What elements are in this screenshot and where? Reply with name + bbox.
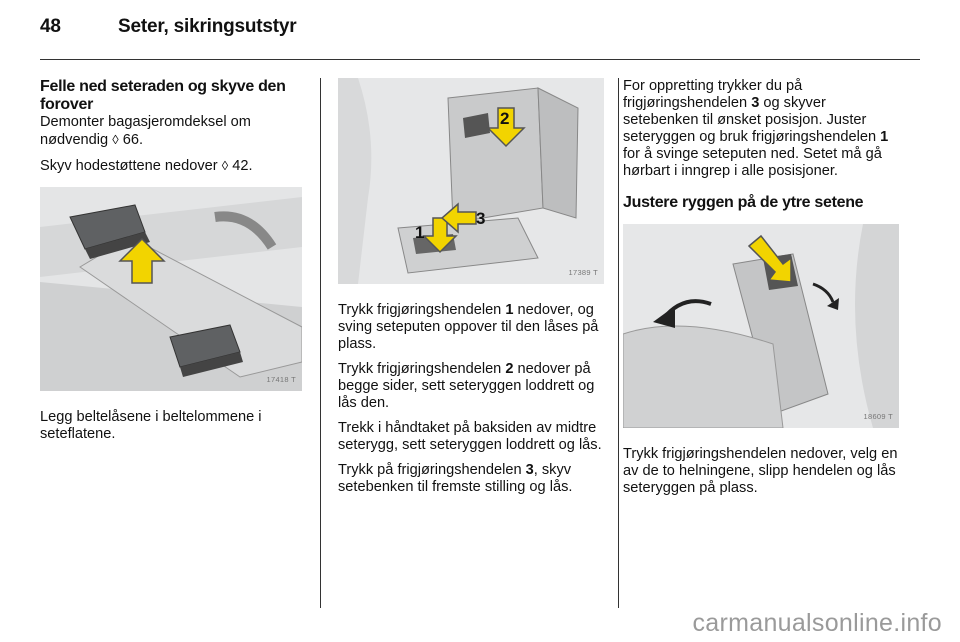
page-ref-icon: ◊	[221, 158, 229, 173]
section-heading-fold-seats: Felle ned seteraden og skyve den forover	[40, 78, 286, 113]
figure-headrests	[40, 187, 302, 391]
watermark: carmanualsonline.info	[692, 609, 942, 637]
callout-2: 2	[500, 109, 510, 128]
column-2	[338, 78, 604, 504]
section-heading-outer-backrests: Justere ryggen på de ytre setene	[623, 194, 864, 211]
instruction-remove-cover: Demonter bagasjeromdeksel om nødvendig ◊ 66.	[40, 114, 251, 148]
figure-code: 17418 T	[266, 375, 296, 384]
instruction-lever-2: Trykk frigjøringshendelen 2 nedover på begge sider, sett seteryggen loddrett og lås den.	[338, 361, 595, 411]
instruction-headrests: Skyv hodestøttene nedover ◊ 42.	[40, 158, 253, 174]
page-title: Seter, sikringsutstyr	[118, 16, 297, 37]
figure-outer-backrest	[623, 224, 899, 428]
page-ref[interactable]: 66.	[122, 132, 144, 148]
column-1	[40, 78, 310, 451]
release-lever-illustration	[338, 78, 604, 284]
column-separator-1	[320, 78, 321, 608]
callout-3: 3	[476, 209, 486, 228]
headrest-illustration	[40, 187, 302, 391]
instruction-buckles: Legg beltelåsene i beltelommene i seteflatene.	[40, 409, 262, 442]
column-3	[623, 78, 903, 505]
figure-code: 17389 T	[568, 268, 598, 277]
column-separator-2	[618, 78, 619, 608]
page-ref-icon: ◊	[112, 132, 119, 147]
figure-release-levers	[338, 78, 604, 284]
instruction-middle-backrest: Trekk i håndtaket på baksiden av midtre seterygg, sett seteryggen loddrett og lås.	[338, 420, 602, 453]
page-header	[40, 16, 297, 38]
figure-code: 18609 T	[863, 412, 893, 421]
instruction-lever-3: Trykk på frigjøringshendelen 3, skyv setebenken til fremste stilling og lås.	[338, 462, 573, 495]
instruction-restore-seat: For oppretting trykker du på frigjøringshendelen 3 og skyver setebenken til ønsket posisjon. Juster seteryggen og bruk frigjøringshendelen 1 for å svinge seteputen ned. Setet må gå hørbart i inngrep i alle posisjoner.	[623, 78, 889, 179]
outer-backrest-illustration	[623, 224, 899, 428]
instruction-lever-1: Trykk frigjøringshendelen 1 nedover, og sving seteputen oppover til den låses på plass.	[338, 302, 599, 352]
header-rule	[40, 59, 920, 60]
page-ref[interactable]: 42.	[232, 158, 253, 174]
page-number: 48	[40, 16, 61, 37]
callout-1: 1	[415, 223, 425, 242]
instruction-adjust-backrest: Trykk frigjøringshendelen nedover, velg en av de to helningene, slipp hendelen og lås seteryggen på plass.	[623, 446, 898, 496]
